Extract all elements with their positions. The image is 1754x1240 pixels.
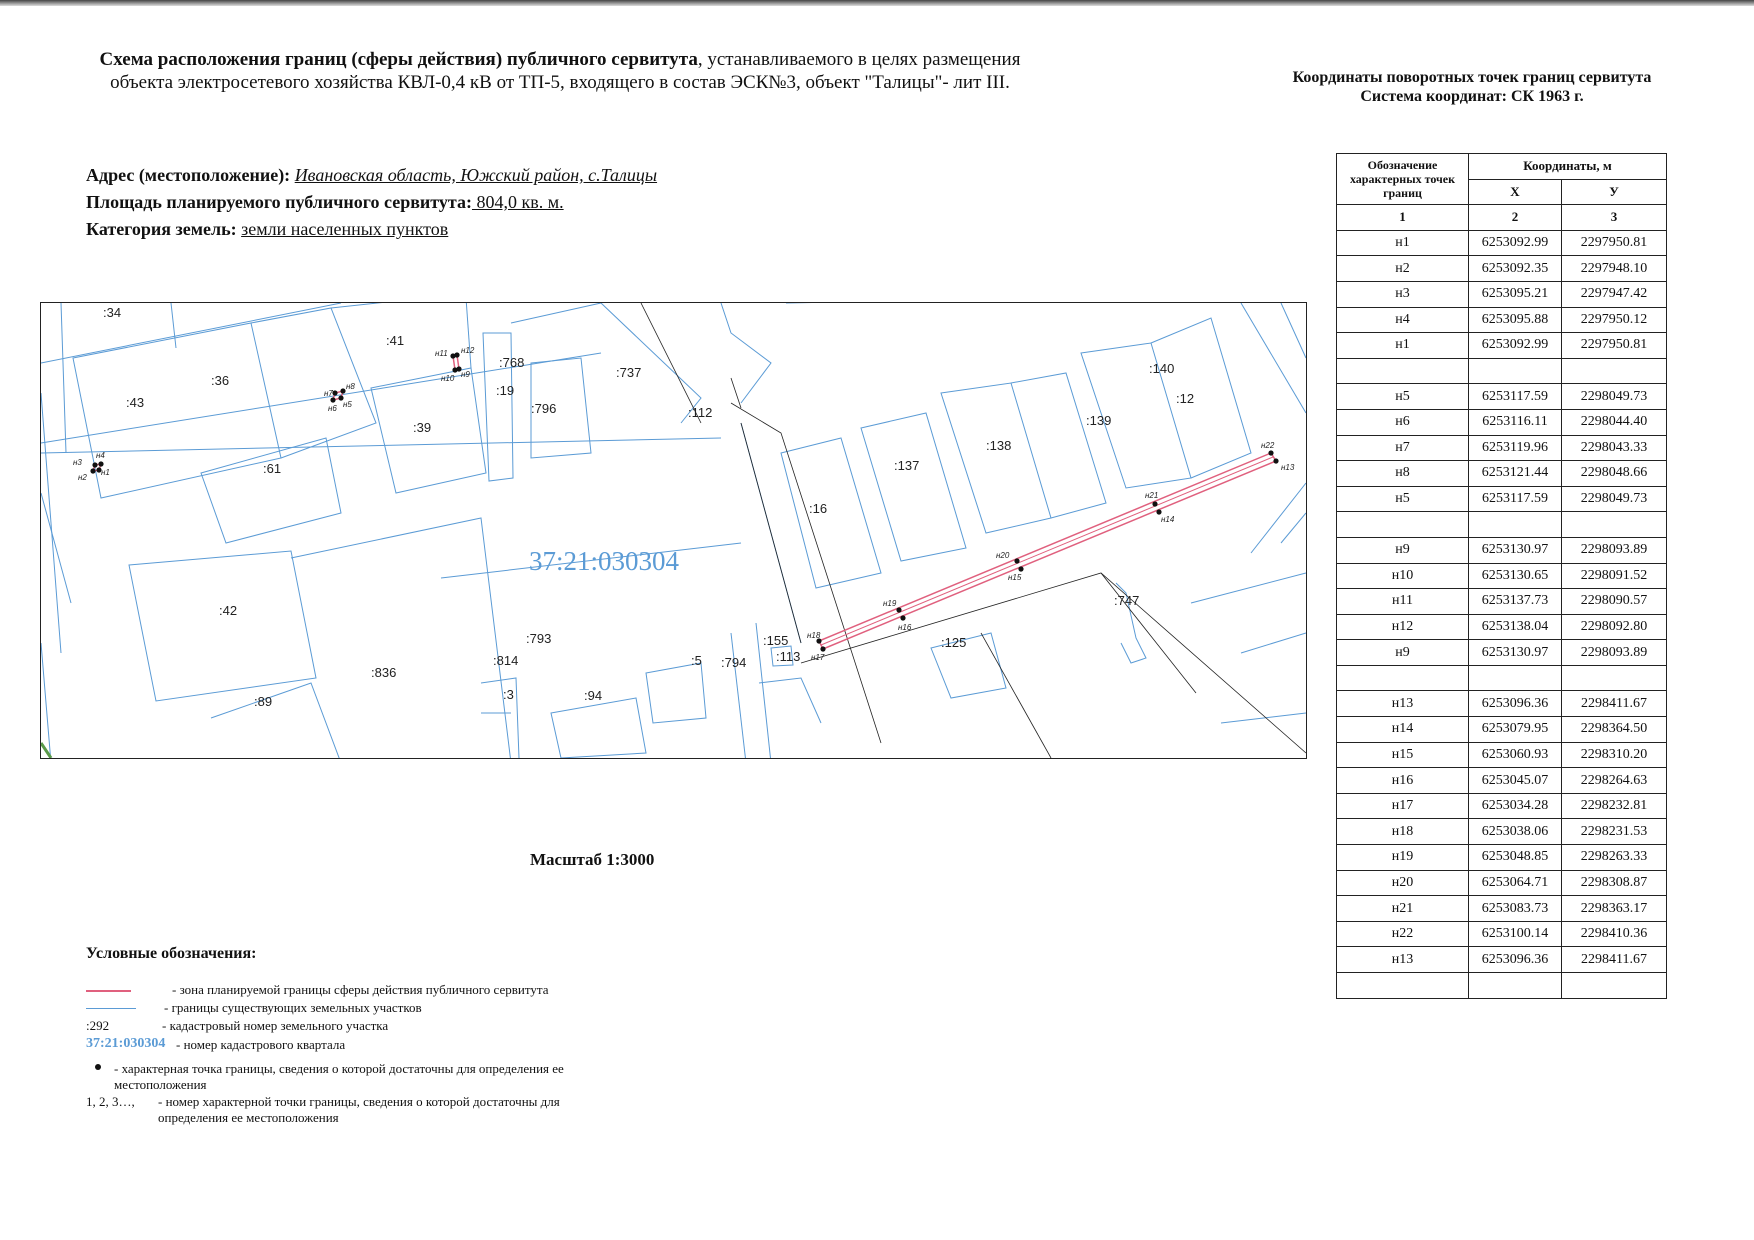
- coords-row: [1337, 819, 1667, 845]
- legend-title: Условные обозначения:: [86, 945, 257, 962]
- col-num-1: 1: [1337, 205, 1469, 231]
- coords-row: [1337, 256, 1667, 282]
- parcel-label: :737: [616, 365, 642, 380]
- coords-row: [1337, 537, 1667, 563]
- point-label: н12: [461, 346, 475, 355]
- coords-cell-x: 6253117.59: [1469, 384, 1562, 410]
- coords-cell-x: 6253092.35: [1469, 256, 1562, 282]
- coords-cell-y: [1562, 665, 1667, 691]
- coords-row: [1337, 768, 1667, 794]
- point-label: н9: [461, 370, 470, 379]
- coords-cell-y: 2298363.17: [1562, 896, 1667, 922]
- col-num-3: 3: [1562, 205, 1667, 231]
- parcel-label: :16: [809, 501, 828, 516]
- coords-cell-x: 6253045.07: [1469, 768, 1562, 794]
- coords-row: [1337, 973, 1667, 999]
- coords-cell-y: 2297948.10: [1562, 256, 1667, 282]
- coords-cell-y: 2298043.33: [1562, 435, 1667, 461]
- parcel-label: :89: [254, 694, 273, 709]
- parcel-label: :793: [526, 631, 552, 646]
- col-coords-header: Координаты, м: [1469, 154, 1667, 180]
- coords-cell-x: 6253130.97: [1469, 537, 1562, 563]
- legend-point-dot: [95, 1064, 101, 1070]
- legend-cadastral-code: :292: [86, 1018, 110, 1033]
- coords-cell-point: н13: [1337, 691, 1469, 717]
- coords-cell-y: 2298364.50: [1562, 717, 1667, 743]
- coords-cell-y: [1562, 358, 1667, 384]
- coords-row: [1337, 921, 1667, 947]
- coords-cell-point: н17: [1337, 793, 1469, 819]
- coords-cell-point: н7: [1337, 435, 1469, 461]
- coords-cell-y: 2298411.67: [1562, 691, 1667, 717]
- coords-cell-x: 6253095.88: [1469, 307, 1562, 333]
- coords-cell-x: 6253038.06: [1469, 819, 1562, 845]
- coordinates-heading: [1262, 68, 1682, 106]
- point-label: н11: [435, 349, 448, 358]
- point-label: н21: [1145, 491, 1159, 500]
- parcel-label: :94: [584, 688, 603, 703]
- legend-servitude-line: [86, 990, 131, 992]
- coords-cell-y: 2298093.89: [1562, 537, 1667, 563]
- category-label: Категория земель:: [86, 219, 242, 239]
- legend-parcel-text: - границы существующих земельных участков: [164, 1000, 422, 1015]
- coords-cell-x: 6253079.95: [1469, 717, 1562, 743]
- cadastral-map: [40, 302, 1307, 759]
- coords-cell-y: 2298231.53: [1562, 819, 1667, 845]
- quarter-number: 37:21:030304: [529, 546, 680, 576]
- parcel-label: :814: [493, 653, 519, 668]
- coords-cell-y: 2298092.80: [1562, 614, 1667, 640]
- area-line: [86, 192, 564, 213]
- coords-cell-point: [1337, 665, 1469, 691]
- coords-cell-point: н1: [1337, 333, 1469, 359]
- coords-cell-x: 6253130.65: [1469, 563, 1562, 589]
- legend-point-text: - характерная точка границы, сведения о которой достаточны для определения ее местоположения: [114, 1061, 564, 1092]
- coords-cell-point: н13: [1337, 947, 1469, 973]
- document-title: [70, 48, 1050, 94]
- col-num-2: 2: [1469, 205, 1562, 231]
- legend-servitude-text: - зона планируемой границы сферы действия публичного сервитута: [172, 982, 549, 997]
- coords-row: [1337, 230, 1667, 256]
- parcel-label: :155: [763, 633, 789, 648]
- parcel-label: :43: [126, 395, 145, 410]
- col-y-header: У: [1562, 179, 1667, 205]
- coords-row: [1337, 333, 1667, 359]
- coords-row: [1337, 870, 1667, 896]
- coords-cell-x: 6253116.11: [1469, 409, 1562, 435]
- legend-number-text: - номер характерной точки границы, сведения о которой достаточны для определения ее местоположения: [158, 1094, 560, 1125]
- scan-top-edge: [0, 0, 1754, 6]
- address-label: Адрес (местоположение):: [86, 165, 295, 185]
- point-label: н14: [1161, 515, 1175, 524]
- coords-row: [1337, 742, 1667, 768]
- coords-cell-x: 6253130.97: [1469, 640, 1562, 666]
- point-label: н17: [811, 653, 825, 662]
- parcel-label: :36: [211, 373, 230, 388]
- coords-cell-point: н15: [1337, 742, 1469, 768]
- point-label: н8: [346, 382, 355, 391]
- map-linework: [41, 303, 1306, 758]
- coords-cell-point: н10: [1337, 563, 1469, 589]
- coords-cell-point: н20: [1337, 870, 1469, 896]
- coords-cell-y: 2298410.36: [1562, 921, 1667, 947]
- coords-cell-point: н2: [1337, 256, 1469, 282]
- parcel-label: :41: [386, 333, 405, 348]
- coords-cell-x: 6253034.28: [1469, 793, 1562, 819]
- coords-cell-point: н11: [1337, 589, 1469, 615]
- legend-cadastral-text: - кадастровый номер земельного участка: [162, 1018, 389, 1033]
- parcel-label: :12: [1176, 391, 1195, 406]
- coords-cell-point: н8: [1337, 461, 1469, 487]
- coords-row: [1337, 691, 1667, 717]
- boundary-points: [90, 352, 1278, 651]
- coords-cell-point: н12: [1337, 614, 1469, 640]
- coords-cell-x: 6253138.04: [1469, 614, 1562, 640]
- coords-cell-point: н5: [1337, 384, 1469, 410]
- coords-row: [1337, 409, 1667, 435]
- coords-row: [1337, 512, 1667, 538]
- coords-row: [1337, 589, 1667, 615]
- parcel-label: :19: [496, 383, 515, 398]
- coords-cell-x: 6253137.73: [1469, 589, 1562, 615]
- coordinates-heading-2: Система координат: СК 1963 г.: [1360, 88, 1584, 105]
- coords-cell-y: 2297950.81: [1562, 333, 1667, 359]
- coords-cell-point: н6: [1337, 409, 1469, 435]
- coords-row: [1337, 717, 1667, 743]
- coords-cell-y: 2298044.40: [1562, 409, 1667, 435]
- coords-row: [1337, 896, 1667, 922]
- point-label: н13: [1281, 463, 1295, 472]
- parcel-label: :747: [1114, 593, 1140, 608]
- coords-cell-x: 6253092.99: [1469, 230, 1562, 256]
- coords-cell-y: 2298091.52: [1562, 563, 1667, 589]
- coords-cell-point: н21: [1337, 896, 1469, 922]
- legend-quarter-code: 37:21:030304: [86, 1036, 166, 1051]
- title-rest: , устанавливаемого в целях размещения объекта электросетевого хозяйства КВЛ-0,4 кВ от ТП-5, входящего в состав ЭСК№3, объект "Талицы"- лит III.: [110, 49, 1021, 93]
- coords-cell-x: 6253083.73: [1469, 896, 1562, 922]
- category-line: [86, 219, 448, 240]
- point-label: н7: [324, 389, 333, 398]
- parcel-label: :139: [1086, 413, 1112, 428]
- coords-cell-point: [1337, 358, 1469, 384]
- coords-cell-y: 2298093.89: [1562, 640, 1667, 666]
- address-line: [86, 165, 657, 186]
- parcel-label: :61: [263, 461, 282, 476]
- coords-cell-x: [1469, 973, 1562, 999]
- coords-row: [1337, 563, 1667, 589]
- coords-row: [1337, 665, 1667, 691]
- address-value: Ивановская область, Южский район, с.Талицы: [294, 165, 658, 185]
- coords-cell-y: 2298090.57: [1562, 589, 1667, 615]
- point-label: н3: [73, 458, 82, 467]
- coords-cell-y: [1562, 512, 1667, 538]
- coords-cell-point: н5: [1337, 486, 1469, 512]
- coords-row: [1337, 307, 1667, 333]
- coords-cell-x: 6253064.71: [1469, 870, 1562, 896]
- parcel-label: :768: [499, 355, 525, 370]
- coords-row: [1337, 435, 1667, 461]
- coords-cell-y: 2298049.73: [1562, 384, 1667, 410]
- point-label: н18: [807, 631, 821, 640]
- point-label: н5: [343, 400, 352, 409]
- coords-cell-x: 6253119.96: [1469, 435, 1562, 461]
- coords-row: [1337, 486, 1667, 512]
- coords-cell-x: [1469, 665, 1562, 691]
- area-label: Площадь планируемого публичного сервитута:: [86, 192, 472, 212]
- coords-cell-point: н22: [1337, 921, 1469, 947]
- map-scale: Масштаб 1:3000: [530, 850, 655, 869]
- title-bold: Схема расположения границ (сферы действия) публичного сервитута: [99, 49, 698, 70]
- coords-cell-y: 2298310.20: [1562, 742, 1667, 768]
- point-label: н15: [1008, 573, 1022, 582]
- coords-cell-x: 6253096.36: [1469, 691, 1562, 717]
- coords-cell-point: [1337, 973, 1469, 999]
- coordinates-heading-1: Координаты поворотных точек границ сервитута: [1292, 69, 1652, 86]
- parcel-label: :5: [691, 653, 702, 668]
- coords-cell-y: 2298308.87: [1562, 870, 1667, 896]
- col-x-header: X: [1469, 179, 1562, 205]
- parcel-label: :42: [219, 603, 238, 618]
- coords-row: [1337, 384, 1667, 410]
- legend-parcel-line: [86, 1008, 136, 1009]
- coords-cell-x: 6253048.85: [1469, 845, 1562, 871]
- coords-cell-x: 6253092.99: [1469, 333, 1562, 359]
- parcel-label: :34: [103, 305, 122, 320]
- coords-cell-point: н1: [1337, 230, 1469, 256]
- parcel-label: :39: [413, 420, 432, 435]
- coords-cell-y: 2297950.12: [1562, 307, 1667, 333]
- area-value: 804,0 кв. м.: [471, 192, 564, 212]
- legend-quarter-text: - номер кадастрового квартала: [176, 1037, 346, 1052]
- point-label: н22: [1261, 441, 1275, 450]
- coords-cell-y: [1562, 973, 1667, 999]
- coords-row: [1337, 947, 1667, 973]
- point-label: н10: [441, 374, 455, 383]
- point-label: н6: [328, 404, 337, 413]
- point-label: н16: [898, 623, 912, 632]
- coords-cell-point: н16: [1337, 768, 1469, 794]
- point-label: н1: [101, 468, 110, 477]
- category-value: земли населенных пунктов: [241, 219, 449, 239]
- coords-cell-x: 6253060.93: [1469, 742, 1562, 768]
- coords-row: [1337, 461, 1667, 487]
- parcel-label: :125: [941, 635, 967, 650]
- col-point-header: Обозначение характерных точек границ: [1337, 154, 1469, 205]
- coords-cell-point: н9: [1337, 640, 1469, 666]
- coords-cell-x: [1469, 512, 1562, 538]
- parcel-label: :796: [531, 401, 557, 416]
- coords-cell-x: 6253100.14: [1469, 921, 1562, 947]
- coords-row: [1337, 358, 1667, 384]
- coords-cell-point: н14: [1337, 717, 1469, 743]
- parcel-label: :794: [721, 655, 747, 670]
- parcel-label: :137: [894, 458, 920, 473]
- coords-cell-y: 2297947.42: [1562, 281, 1667, 307]
- point-label: н2: [78, 473, 87, 482]
- point-label: н19: [883, 599, 897, 608]
- coords-cell-y: 2298264.63: [1562, 768, 1667, 794]
- legend-number-code: 1, 2, 3…,: [86, 1094, 135, 1109]
- point-label: н4: [96, 451, 105, 460]
- coords-cell-y: 2297950.81: [1562, 230, 1667, 256]
- coords-row: [1337, 793, 1667, 819]
- coords-cell-y: 2298263.33: [1562, 845, 1667, 871]
- coords-cell-y: 2298048.66: [1562, 461, 1667, 487]
- parcel-label: :3: [503, 687, 514, 702]
- parcel-label: :836: [371, 665, 397, 680]
- coords-cell-x: [1469, 358, 1562, 384]
- point-label: н20: [996, 551, 1010, 560]
- coords-cell-x: 6253117.59: [1469, 486, 1562, 512]
- coords-row: [1337, 614, 1667, 640]
- coords-cell-x: 6253096.36: [1469, 947, 1562, 973]
- parcel-label: :113: [776, 649, 801, 664]
- parcel-label: :112: [688, 405, 713, 420]
- coords-cell-point: н19: [1337, 845, 1469, 871]
- coords-cell-x: 6253095.21: [1469, 281, 1562, 307]
- coords-cell-x: 6253121.44: [1469, 461, 1562, 487]
- coordinates-table: [1336, 153, 1667, 999]
- coords-cell-y: 2298232.81: [1562, 793, 1667, 819]
- coords-cell-point: н4: [1337, 307, 1469, 333]
- coords-cell-y: 2298411.67: [1562, 947, 1667, 973]
- coords-row: [1337, 845, 1667, 871]
- coords-cell-point: н3: [1337, 281, 1469, 307]
- coords-cell-point: [1337, 512, 1469, 538]
- coords-row: [1337, 281, 1667, 307]
- coords-row: [1337, 640, 1667, 666]
- parcel-label: :140: [1149, 361, 1175, 376]
- coords-cell-point: н9: [1337, 537, 1469, 563]
- parcel-label: :138: [986, 438, 1012, 453]
- coords-cell-y: 2298049.73: [1562, 486, 1667, 512]
- coords-cell-point: н18: [1337, 819, 1469, 845]
